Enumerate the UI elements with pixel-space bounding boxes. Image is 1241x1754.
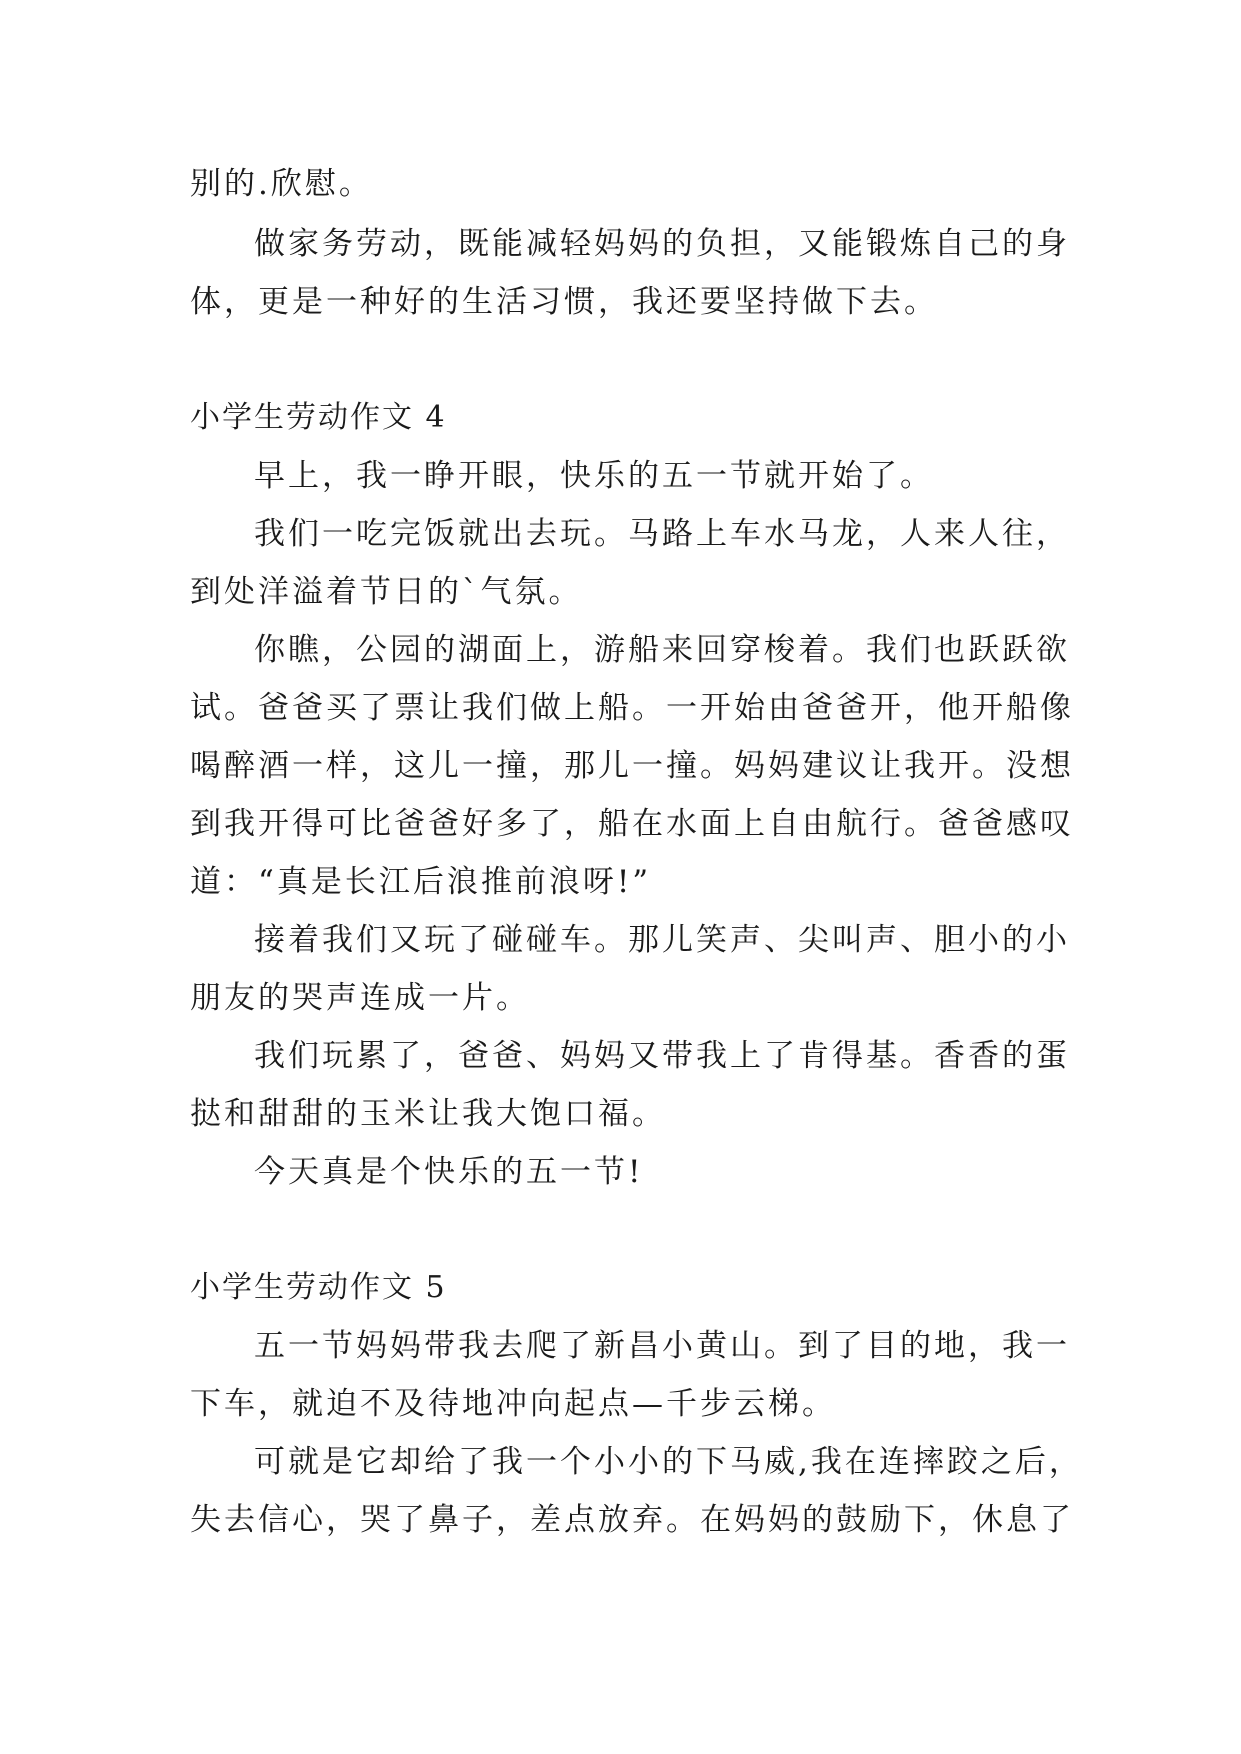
paragraph-line: 朋友的哭声连成一片。 — [190, 980, 530, 1016]
paragraph-line: 今天真是个快乐的五一节! — [254, 1154, 644, 1190]
paragraph-line: 做家务劳动，既能减轻妈妈的负担，又能锻炼自己的身 — [254, 226, 1070, 262]
paragraph-line: 体，更是一种好的生活习惯，我还要坚持做下去。 — [190, 284, 938, 320]
paragraph-line: 试。爸爸买了票让我们做上船。一开始由爸爸开，他开船像 — [190, 690, 1074, 726]
paragraph-line: 挞和甜甜的玉米让我大饱口福。 — [190, 1096, 666, 1132]
paragraph-line: 接着我们又玩了碰碰车。那儿笑声、尖叫声、胆小的小 — [254, 922, 1070, 958]
paragraph-line: 下车，就迫不及待地冲向起点—千步云梯。 — [190, 1386, 836, 1422]
paragraph-line: 我们玩累了，爸爸、妈妈又带我上了肯得基。香香的蛋 — [254, 1038, 1070, 1074]
paragraph-line: 我们一吃完饭就出去玩。马路上车水马龙，人来人往， — [254, 516, 1070, 552]
paragraph-line: 早上，我一睁开眼，快乐的五一节就开始了。 — [254, 458, 934, 494]
paragraph-line: 你瞧，公园的湖面上，游船来回穿梭着。我们也跃跃欲 — [254, 632, 1070, 668]
paragraph-line: 别的.欣慰。 — [190, 166, 373, 202]
section-heading: 小学生劳动作文 5 — [190, 1270, 447, 1305]
paragraph-line: 失去信心，哭了鼻子，差点放弃。在妈妈的鼓励下，休息了 — [190, 1502, 1074, 1538]
paragraph-line: 道：“真是长江后浪推前浪呀!” — [190, 864, 652, 900]
paragraph-line: 到处洋溢着节日的`气氛。 — [190, 574, 583, 610]
paragraph-line: 可就是它却给了我一个小小的下马威,我在连摔跤之后， — [254, 1444, 1083, 1480]
paragraph-line: 五一节妈妈带我去爬了新昌小黄山。到了目的地，我一 — [254, 1328, 1070, 1364]
paragraph-line: 到我开得可比爸爸好多了，船在水面上自由航行。爸爸感叹 — [190, 806, 1074, 842]
section-heading: 小学生劳动作文 4 — [190, 400, 447, 435]
paragraph-line: 喝醉酒一样，这儿一撞，那儿一撞。妈妈建议让我开。没想 — [190, 748, 1074, 784]
